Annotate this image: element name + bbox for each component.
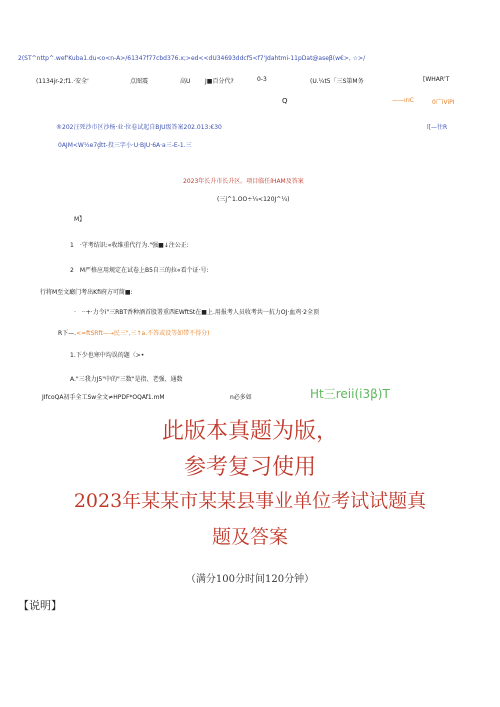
exam-meta: （满分100分时间120分钟） <box>185 574 315 585</box>
scan-badge-2: 0广iViPI <box>432 99 455 106</box>
url-line: 2(ST^nttp^.wef'Kuba1.du<o<n-A>/61347f77cbd376.x;>ed<<dU34693ddcf5<f7'Jdahtmi-11pDat@aseβ(w€>, ☆>/ <box>18 55 366 62</box>
scan-line-a: 行将M至文廳门考出Kfi府方可简■: <box>40 289 133 296</box>
scan-footer-left: JIfcoQA初手全工Sw全文≠HPDF*OQAf1.mM <box>42 394 165 401</box>
scan-m-label: M】 <box>74 216 86 223</box>
scan-q-mark: Q <box>282 97 288 105</box>
scan-row2-col5: 0-3 <box>257 76 267 83</box>
scan-q1: 1.下少也寒中均误的题〈>• <box>70 352 145 359</box>
section-heading-notes: 【说明】 <box>18 599 62 612</box>
scan-footer-right: Ht三reii(i3β)T <box>310 387 390 401</box>
scan-row2-col7: [WHAR'T <box>423 76 450 83</box>
scan-line3: ®202汪死沙市区沙杨·业·位卷试起自BJU级答案202.013:€30 <box>56 124 222 131</box>
scan-footer-mid: n必多如 <box>230 394 252 401</box>
scan-line-c <box>58 328 209 337</box>
scan-badge-1: ——ırıC <box>392 97 414 104</box>
scan-subtitle-small: (三j^1.OO÷¼<120J^¼) <box>217 196 290 203</box>
notice-line-1: 此版本真题为版， <box>161 419 338 444</box>
scan-title-small: 2023年长升市长升区。项目临任íHAM及答案 <box>183 178 304 185</box>
scan-row2-col6: (U.¼t5「三S第M务 <box>310 78 364 85</box>
scan-row2-col3: 高U <box>180 78 191 85</box>
scan-row2-col2: 点图震 <box>130 78 149 85</box>
notice-line-2: 参考复习使用 <box>183 455 316 480</box>
scan-item-1: 1 ·守考结识:«收维重代行为."强■↓注公正: <box>70 242 189 249</box>
scan-line3-right: l[—往R <box>427 124 448 131</box>
scan-item-2: 2 M严格应用规定在试卷上B5自三的拉«看个证·号: <box>70 267 209 274</box>
scan-line-b: · ··+·力令i"三RBT香种酒首股署重西EWftSt在■上.用报考人员收考共一抗力OJ·血鸡·2全顶 <box>74 309 319 316</box>
scan-line-c-note: <=ftSRft—→民三",三↑a.不答或设等如带不得分) <box>76 330 210 337</box>
scan-q1-option-a: A."三我力J5"中的"三数"是指、老强、通数 <box>70 376 183 383</box>
scan-row2-col4: J■百分代? <box>205 78 234 85</box>
scan-row2-col1: (1134jr-2;f1.·安全' <box>36 78 89 85</box>
title-line-2: 题及答案 <box>211 526 288 548</box>
scan-line-c-prefix: R下—. <box>58 330 77 337</box>
title-line-1: 2023年某某市某某县事业单位考试试题真 <box>73 490 427 512</box>
scan-line4: 0AJM<W½e7ḑ̇tt-投三字小·U·BJU·6A·a三-E-1.三 <box>58 142 192 149</box>
